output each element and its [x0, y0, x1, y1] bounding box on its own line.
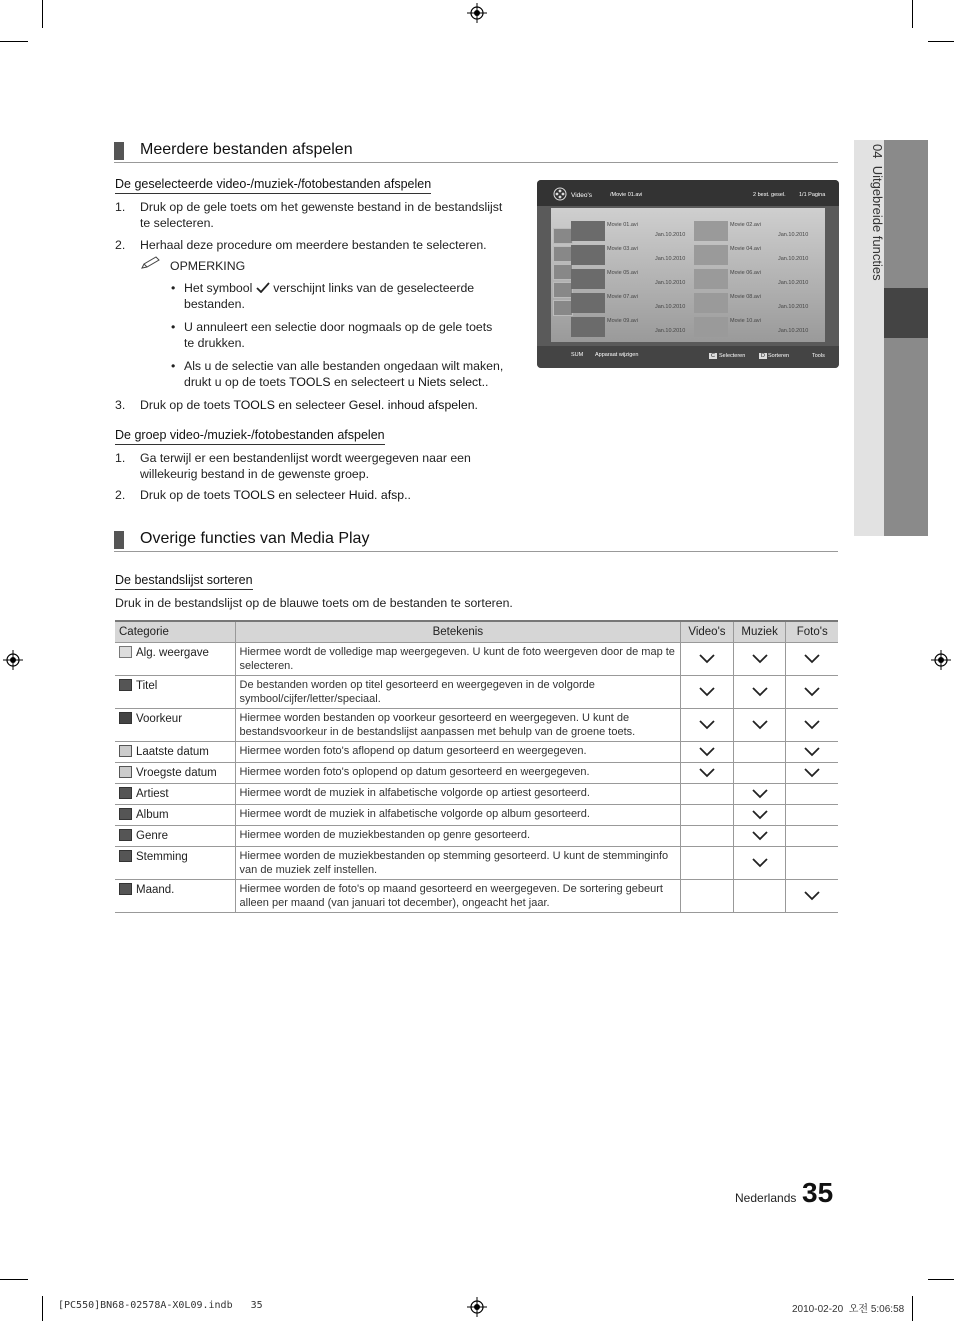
category-label: Genre: [136, 830, 168, 842]
description-cell: Hiermee worden de muziekbestanden op stemming gesorteerd. U kunt de stemminginfo van de muziek zelf instellen.: [235, 847, 681, 880]
tv-file-date: Jan.10.2010: [778, 304, 809, 310]
tv-page: 1/1 Pagina: [799, 192, 826, 198]
step-text: Herhaal deze procedure om meerdere bestanden te selecteren.: [140, 238, 487, 252]
tv-file-item[interactable]: [694, 317, 814, 337]
check-mark-icon: [698, 685, 716, 697]
tv-file-name: Movie 10.avi: [730, 318, 761, 324]
description-cell: De bestanden worden op titel gesorteerd en weergegeven in de volgorde symbool/cijfer/letter/speciaal.: [235, 676, 681, 709]
chapter-tab-active: [884, 288, 928, 338]
category-label: Titel: [136, 680, 158, 692]
category-cell: [115, 643, 235, 676]
check-mark-icon: [751, 787, 769, 799]
tv-file-date: Jan.10.2010: [778, 280, 809, 286]
category-label: Album: [136, 809, 169, 821]
tv-file-item[interactable]: [694, 293, 814, 313]
check-mark-icon: [751, 685, 769, 697]
check-mark-icon: [751, 718, 769, 730]
tv-thumbnail: [571, 221, 605, 241]
description-cell: Hiermee wordt de muziek in alfabetische volgorde op album gesorteerd.: [235, 805, 681, 826]
table-header-row: [115, 621, 838, 643]
table-header: Video's: [681, 621, 734, 643]
chapter-tab: [884, 140, 928, 288]
page-number: 35: [802, 1177, 834, 1208]
music-cell: [733, 847, 786, 880]
video-cell: [681, 847, 734, 880]
checkmark-icon: [256, 282, 270, 293]
tv-file-item[interactable]: [694, 269, 814, 289]
tv-file-item[interactable]: [571, 269, 691, 289]
video-cell: [681, 709, 734, 742]
step-text: Druk op de toets TOOLS en selecteer Huid. afsp..: [140, 488, 411, 502]
check-mark-icon: [803, 745, 821, 757]
table-row: [115, 847, 838, 880]
tv-file-name: Movie 03.avi: [607, 246, 638, 252]
step-text: Druk op de toets TOOLS en selecteer Gesel. inhoud afspelen.: [140, 398, 478, 412]
check-mark-icon: [803, 889, 821, 901]
tv-thumbnail: [694, 293, 728, 313]
registration-mark-icon: [467, 3, 487, 23]
category-cell: [115, 742, 235, 763]
tv-screenshot: [537, 180, 839, 368]
tv-file-date: Jan.10.2010: [655, 280, 686, 286]
description-cell: Hiermee wordt de volledige map weergegeven. U kunt de foto weergeven door de map te selecteren.: [235, 643, 681, 676]
step-text: Ga terwijl er een bestandenlijst wordt weergegeven naar een willekeurig bestand in de gewenste groep.: [140, 451, 471, 481]
photo-cell: [786, 805, 838, 826]
tv-thumbnail: [571, 245, 605, 265]
category-icon: [119, 829, 132, 841]
step-number: 2.: [115, 238, 126, 252]
tv-file-date: Jan.10.2010: [655, 256, 686, 262]
description-cell: Hiermee worden de muziekbestanden op genre gesorteerd.: [235, 826, 681, 847]
note-pencil-icon: [140, 256, 162, 270]
category-label: Laatste datum: [136, 746, 209, 758]
tv-file-item[interactable]: [571, 317, 691, 337]
photo-cell: [786, 784, 838, 805]
description-cell: Hiermee worden de foto's op maand gesorteerd en weergegeven. De sortering gebeurt alleen per maand (van januari tot december), ongeacht het jaar.: [235, 880, 681, 913]
category-icon: [119, 646, 132, 658]
description-cell: Hiermee worden foto's aflopend op datum gesorteerd en weergegeven.: [235, 742, 681, 763]
check-mark-icon: [698, 766, 716, 778]
video-cell: [681, 880, 734, 913]
photo-cell: [786, 763, 838, 784]
video-cell: [681, 826, 734, 847]
check-mark-icon: [751, 829, 769, 841]
step-text: Druk op de gele toets om het gewenste bestand in de bestandslijst te selecteren.: [140, 200, 503, 230]
tv-key-d: D: [761, 353, 765, 359]
crop-mark: [0, 1279, 28, 1280]
note-label: OPMERKING: [170, 259, 246, 273]
tv-file-date: Jan.10.2010: [778, 232, 809, 238]
music-cell: [733, 643, 786, 676]
check-mark-icon: [698, 718, 716, 730]
photo-cell: [786, 880, 838, 913]
table-row: [115, 643, 838, 676]
subheading: De geselecteerde video-/muziek-/fotobestanden afspelen: [115, 177, 431, 194]
tv-thumbnail: [694, 269, 728, 289]
category-icon: [119, 679, 132, 691]
crop-mark: [912, 1296, 913, 1321]
category-label: Stemming: [136, 851, 188, 863]
section-title: [114, 529, 838, 552]
section-title-text: Overige functies van Media Play: [140, 530, 370, 547]
table-header: Foto's: [786, 621, 838, 643]
tv-title: Video's: [571, 192, 592, 199]
tv-sort: Sorteren: [768, 353, 790, 359]
crop-mark: [912, 0, 913, 28]
tv-thumbnail: [571, 269, 605, 289]
category-cell: [115, 763, 235, 784]
photo-cell: [786, 847, 838, 880]
music-cell: [733, 763, 786, 784]
check-mark-icon: [803, 685, 821, 697]
tv-path: /Movie 01.avi: [610, 192, 643, 198]
table-row: [115, 676, 838, 709]
note-bullet: [184, 280, 484, 312]
tv-file-item[interactable]: [571, 221, 691, 241]
registration-mark-icon: [931, 650, 951, 670]
check-mark-icon: [803, 766, 821, 778]
description-cell: Hiermee wordt de muziek in alfabetische volgorde op artiest gesorteerd.: [235, 784, 681, 805]
description-cell: Hiermee worden foto's oplopend op datum gesorteerd en weergegeven.: [235, 763, 681, 784]
category-cell: [115, 826, 235, 847]
crop-mark: [928, 1279, 954, 1280]
category-cell: [115, 709, 235, 742]
tv-file-item[interactable]: [694, 221, 814, 241]
tv-file-date: Jan.10.2010: [778, 256, 809, 262]
category-label: Voorkeur: [136, 713, 183, 725]
table-row: [115, 805, 838, 826]
music-cell: [733, 709, 786, 742]
category-cell: [115, 676, 235, 709]
category-label: Alg. weergave: [136, 647, 209, 659]
tv-file-date: Jan.10.2010: [778, 328, 809, 334]
tv-file-name: Movie 02.avi: [730, 222, 761, 228]
photo-cell: [786, 676, 838, 709]
music-cell: [733, 784, 786, 805]
sort-table: [115, 620, 838, 913]
video-cell: [681, 676, 734, 709]
category-label: Maand.: [136, 884, 175, 896]
category-icon: [119, 850, 132, 862]
category-icon: [119, 883, 132, 895]
tv-file-date: Jan.10.2010: [655, 232, 686, 238]
table-row: [115, 784, 838, 805]
video-cell: [681, 784, 734, 805]
step-number: 1.: [115, 200, 126, 214]
tv-file-date: Jan.10.2010: [655, 304, 686, 310]
category-icon: [119, 808, 132, 820]
note-bullet: • U annuleert een selectie door nogmaals op de gele toets te drukken.: [184, 319, 504, 351]
music-cell: [733, 880, 786, 913]
chapter-sidebar: [854, 140, 928, 536]
footer-date: 2010-02-20 오전 5:06:58: [792, 1304, 905, 1315]
table-row: [115, 763, 838, 784]
tv-thumbnail: [571, 317, 605, 337]
category-label: Artiest: [136, 788, 169, 800]
tv-file-item[interactable]: [571, 245, 691, 265]
note-bullet: • Als u de selectie van alle bestanden ongedaan wilt maken, drukt u op de toets TOOLS en selecteert u Niets select..: [184, 358, 504, 390]
category-icon: [119, 787, 132, 799]
tv-selected-count: 2 best. gesel.: [753, 192, 786, 198]
category-icon: [119, 766, 132, 778]
table-row: [115, 880, 838, 913]
registration-mark-icon: [3, 650, 23, 670]
photo-cell: [786, 643, 838, 676]
music-cell: [733, 805, 786, 826]
tv-footer: [537, 346, 839, 368]
crop-mark: [928, 41, 954, 42]
description-cell: Hiermee worden bestanden op voorkeur gesorteerd en weergegeven. U kunt de bestandsvoorkeur in de bestandslijst aanpassen met behulp van de groene toets.: [235, 709, 681, 742]
crop-mark: [0, 41, 28, 42]
section-title: [114, 140, 838, 163]
check-mark-icon: [751, 652, 769, 664]
table-row: [115, 709, 838, 742]
tv-thumbnail: [571, 293, 605, 313]
section-bar: [114, 531, 124, 549]
tv-file-grid: [551, 208, 825, 342]
intro-text: Druk in de bestandslijst op de blauwe toets om de bestanden te sorteren.: [115, 596, 513, 610]
tv-side-icon: [553, 282, 573, 298]
check-mark-icon: [751, 808, 769, 820]
music-cell: [733, 826, 786, 847]
check-mark-icon: [803, 652, 821, 664]
footer-language: Nederlands: [735, 1191, 797, 1205]
section-title-text: Meerdere bestanden afspelen: [140, 141, 353, 158]
music-cell: [733, 676, 786, 709]
check-mark-icon: [698, 745, 716, 757]
photo-cell: [786, 742, 838, 763]
tv-thumbnail: [694, 221, 728, 241]
subheading: De groep video-/muziek-/fotobestanden afspelen: [115, 428, 385, 445]
step-number: 1.: [115, 451, 126, 465]
tv-file-name: Movie 07.avi: [607, 294, 638, 300]
crop-mark: [42, 1296, 43, 1321]
tv-file-item[interactable]: [571, 293, 691, 313]
table-header: Betekenis: [235, 621, 681, 643]
category-cell: [115, 880, 235, 913]
tv-file-name: Movie 06.avi: [730, 270, 761, 276]
tv-file-name: Movie 04.avi: [730, 246, 761, 252]
footer-file: [PC550]BN68-02578A-X0L09.indb 35: [58, 1300, 263, 1311]
video-cell: [681, 643, 734, 676]
tv-file-name: Movie 09.avi: [607, 318, 638, 324]
step-number: 2.: [115, 488, 126, 502]
category-cell: [115, 784, 235, 805]
tv-key-c: C: [711, 353, 715, 359]
chapter-tab: [884, 338, 928, 536]
tv-select: Selecteren: [719, 353, 746, 359]
tv-header: [537, 180, 839, 206]
tv-thumbnail: [694, 317, 728, 337]
section-bar: [114, 142, 124, 160]
check-mark-icon: [803, 718, 821, 730]
note-text: verschijnt links van de geselecteerde bestanden.: [184, 281, 475, 311]
crop-mark: [42, 0, 43, 28]
category-label: Vroegste datum: [136, 767, 217, 779]
tv-device: Apparaat wijzigen: [595, 352, 639, 358]
registration-mark-icon: [467, 1297, 487, 1317]
video-cell: [681, 763, 734, 784]
video-cell: [681, 742, 734, 763]
tv-side-icon: [553, 246, 573, 262]
tv-file-item[interactable]: [694, 245, 814, 265]
table-header: Muziek: [733, 621, 786, 643]
tv-file-name: Movie 01.avi: [607, 222, 638, 228]
photo-cell: [786, 709, 838, 742]
tv-file-date: Jan.10.2010: [655, 328, 686, 334]
video-reel-icon: [553, 187, 567, 201]
video-cell: [681, 805, 734, 826]
table-row: [115, 742, 838, 763]
tv-tools: Tools: [812, 353, 825, 359]
music-cell: [733, 742, 786, 763]
table-row: [115, 826, 838, 847]
step-number: 3.: [115, 398, 126, 412]
category-cell: [115, 847, 235, 880]
tv-side-icon: [553, 228, 573, 244]
tv-side-icon: [553, 300, 573, 316]
category-cell: [115, 805, 235, 826]
check-mark-icon: [698, 652, 716, 664]
chapter-label: 04 Uitgebreide functies: [870, 144, 885, 281]
tv-sum: SUM: [571, 352, 584, 358]
category-icon: [119, 712, 132, 724]
tv-file-name: Movie 08.avi: [730, 294, 761, 300]
subheading: De bestandslijst sorteren: [115, 573, 253, 590]
category-icon: [119, 745, 132, 757]
tv-side-icon: [553, 264, 573, 280]
tv-file-name: Movie 05.avi: [607, 270, 638, 276]
table-header: Categorie: [115, 621, 235, 643]
photo-cell: [786, 826, 838, 847]
check-mark-icon: [751, 856, 769, 868]
note-text: Het symbool: [184, 281, 253, 295]
tv-thumbnail: [694, 245, 728, 265]
